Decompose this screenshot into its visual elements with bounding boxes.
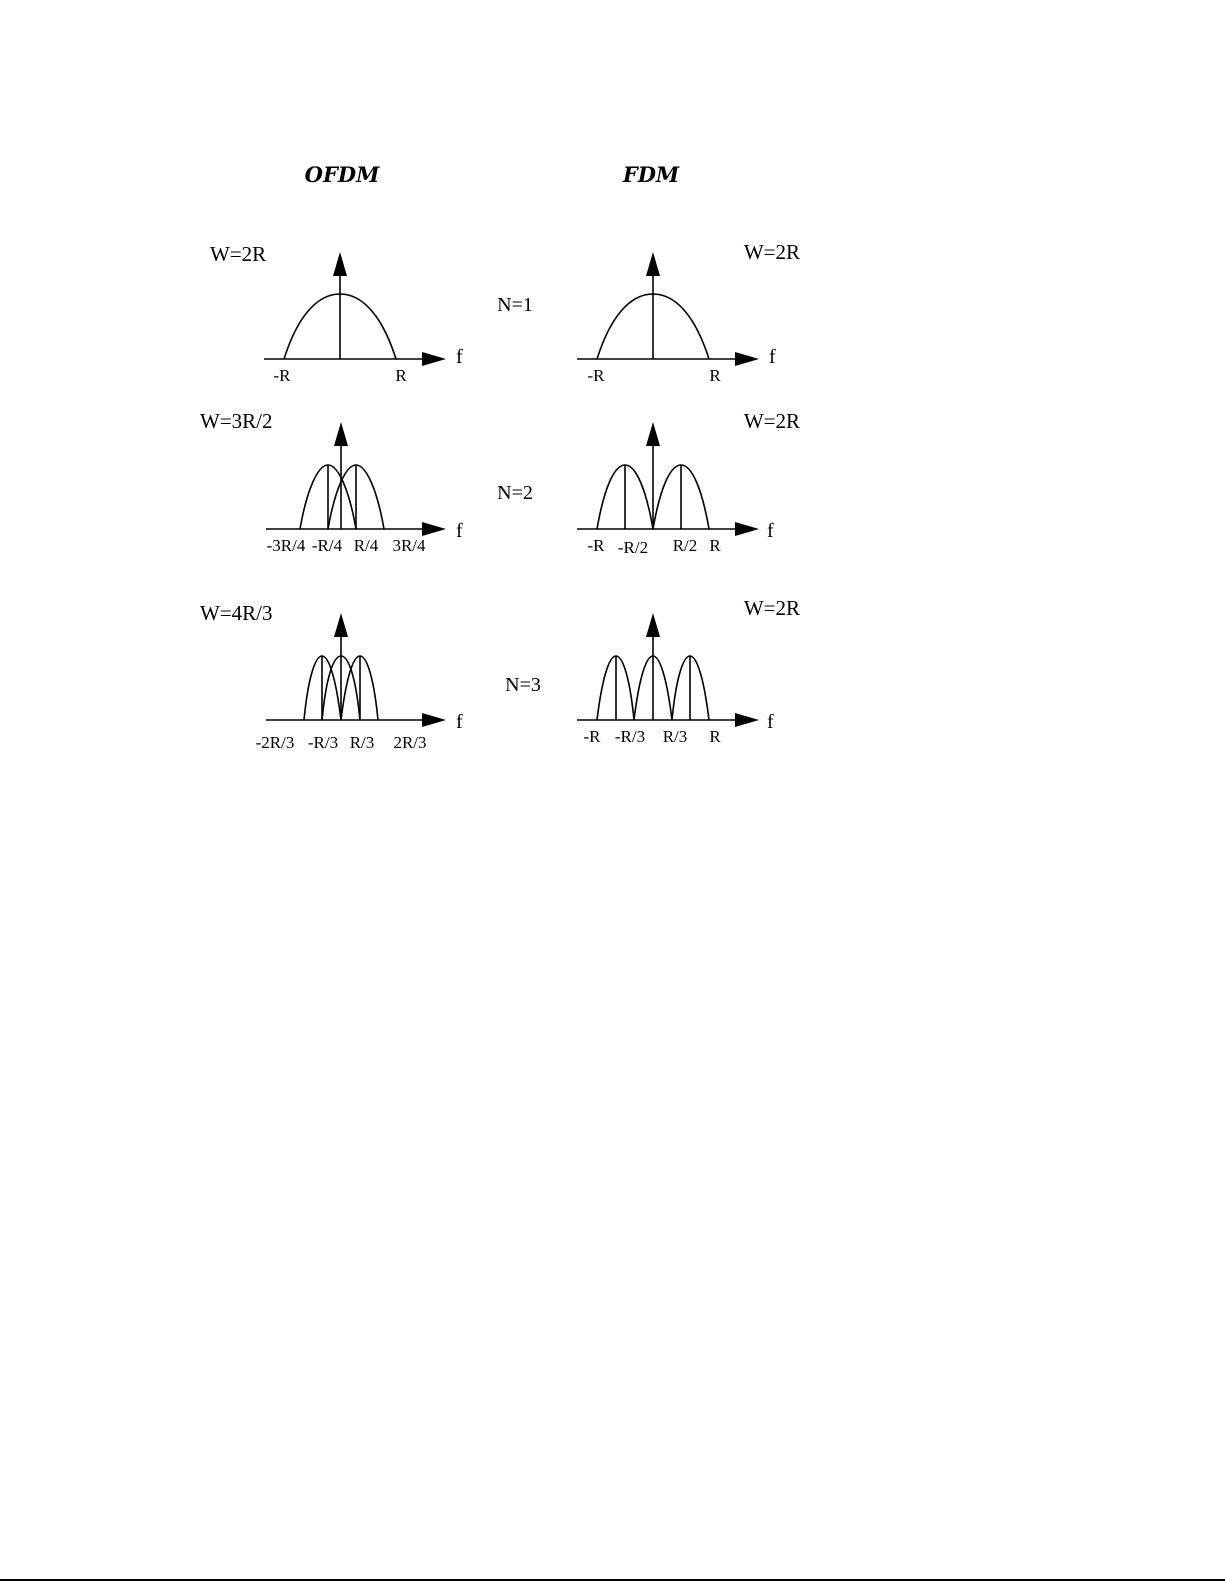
vertical-arrowhead <box>334 613 348 637</box>
tick-label: -R/4 <box>311 536 343 555</box>
row1-fdm-spectrum <box>577 252 776 385</box>
axis-arrowhead <box>422 352 446 366</box>
row3-n-label: N=3 <box>505 674 541 696</box>
tick-label: R <box>709 536 721 555</box>
tick-label: 2R/3 <box>393 733 427 752</box>
row2-ofdm-w-label: W=3R/2 <box>200 409 273 433</box>
tick-label: -R/3 <box>614 727 646 746</box>
axis-arrowhead <box>735 352 759 366</box>
vertical-arrowhead <box>646 613 660 637</box>
heading-ofdm: OFDM <box>304 162 380 187</box>
row1-fdm-w-label: W=2R <box>743 240 800 264</box>
row3-fdm-w-label: W=2R <box>743 596 800 620</box>
row3-fdm-spectrum <box>577 613 774 746</box>
tick-label: R <box>709 727 721 746</box>
tick-label: R/3 <box>349 733 375 752</box>
row2-ofdm-spectrum <box>266 422 463 555</box>
tick-label: R/4 <box>353 536 379 555</box>
page-bottom-rule <box>0 1579 1225 1581</box>
tick-label: -R/2 <box>617 538 649 557</box>
axis-arrowhead <box>735 522 759 536</box>
frequency-label: f <box>456 346 463 368</box>
axis-arrowhead <box>735 713 759 727</box>
vertical-arrowhead <box>646 252 660 276</box>
frequency-label: f <box>456 711 463 733</box>
tick-label: -R <box>583 727 601 746</box>
tick-label: -R <box>273 366 291 385</box>
row3-ofdm-spectrum <box>256 613 463 752</box>
frequency-label: f <box>767 711 774 733</box>
vertical-arrowhead <box>333 252 347 276</box>
tick-label: 3R/4 <box>392 536 426 555</box>
frequency-label: f <box>767 520 774 542</box>
tick-label: R/2 <box>672 536 698 555</box>
tick-label: -R/3 <box>307 733 339 752</box>
vertical-arrowhead <box>334 422 348 446</box>
axis-arrowhead <box>422 522 446 536</box>
row1-ofdm-w-label: W=2R <box>210 242 267 266</box>
row2-n-label: N=2 <box>497 482 533 504</box>
tick-label: -R <box>587 366 605 385</box>
row3-ofdm-w-label: W=4R/3 <box>200 601 273 625</box>
tick-label: -2R/3 <box>255 733 295 752</box>
tick-label: R/3 <box>662 727 688 746</box>
tick-label: R <box>709 366 721 385</box>
tick-label: -3R/4 <box>266 536 306 555</box>
tick-label: -R <box>587 536 605 555</box>
frequency-label: f <box>456 520 463 542</box>
tick-label: R <box>395 366 407 385</box>
row2-fdm-spectrum <box>577 422 774 557</box>
row1-ofdm-spectrum <box>264 252 463 385</box>
heading-fdm: FDM <box>622 162 680 187</box>
vertical-arrowhead <box>646 422 660 446</box>
row1-n-label: N=1 <box>497 294 533 316</box>
frequency-label: f <box>769 346 776 368</box>
row2-fdm-w-label: W=2R <box>743 409 800 433</box>
axis-arrowhead <box>422 713 446 727</box>
